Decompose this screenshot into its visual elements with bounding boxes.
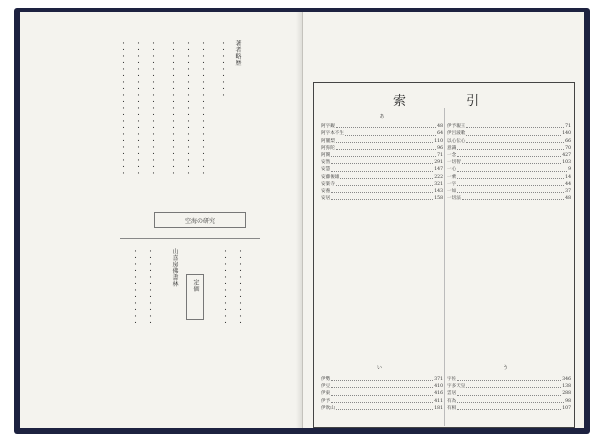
index-page-number: 181 <box>434 405 443 411</box>
leader-dots <box>466 383 561 388</box>
index-entry <box>321 123 443 130</box>
author-bio-text: ・・・・・・・・・・・・・・・・・・・・・ <box>184 40 191 177</box>
index-term: 以心伝心 <box>447 138 466 144</box>
index-term: 一心 <box>447 167 457 173</box>
index-entry <box>447 152 571 159</box>
index-entry <box>321 390 443 397</box>
leader-dots <box>345 130 436 135</box>
index-page-number: 48 <box>565 196 571 202</box>
leader-dots <box>466 130 561 135</box>
leader-dots <box>457 188 564 193</box>
index-page-number: 14 <box>565 174 571 180</box>
index-page-number: 346 <box>562 377 571 382</box>
index-term: 安楽寺 <box>321 181 335 187</box>
index-term: 伊勢 <box>321 377 331 382</box>
index-entry <box>321 174 443 181</box>
leader-dots <box>336 405 433 410</box>
index-term: 伊東 <box>321 391 331 397</box>
index-term: 宇多天皇 <box>447 384 466 390</box>
index-entry <box>321 376 443 383</box>
index-entry <box>321 159 443 166</box>
colophon-text: ・・・・・・・・・・・・ <box>146 248 153 326</box>
leader-dots <box>336 181 433 186</box>
index-entry <box>321 188 443 195</box>
index-term: 一如 <box>447 189 457 195</box>
index-term: 有為 <box>447 398 457 404</box>
leader-dots <box>336 138 433 143</box>
index-page-number: 321 <box>434 181 443 187</box>
index-term: 伊予親王 <box>447 124 466 130</box>
index-term: 伊豆 <box>321 384 331 390</box>
index-entry <box>321 166 443 173</box>
author-bio-text: ・・・・・・・・・・・・・・・・・・・・・ <box>199 40 206 177</box>
index-term: 阿閦 <box>321 153 331 159</box>
index-page-number: 371 <box>434 377 443 382</box>
leader-dots <box>331 188 433 193</box>
leader-dots <box>457 174 564 179</box>
index-term: 阿字観 <box>321 124 335 130</box>
right-page <box>303 12 584 428</box>
index-page-number: 70 <box>565 145 571 151</box>
author-bio-text: ・・・・・・・・・・・・・・・・・・・・・ <box>169 40 176 177</box>
index-page-number: 416 <box>434 391 443 397</box>
index-term: 阿闍梨 <box>321 138 335 144</box>
entries-col-2 <box>447 123 571 202</box>
leader-dots <box>336 145 436 150</box>
index-page-number: 140 <box>562 131 571 137</box>
frame-right <box>574 82 575 427</box>
index-page-number: 158 <box>434 196 443 202</box>
column-divider <box>444 108 445 426</box>
index-entry <box>447 390 571 397</box>
leader-dots <box>336 123 436 128</box>
section-heading-i: い <box>377 365 383 371</box>
leader-dots <box>457 152 561 157</box>
index-entry <box>447 138 571 145</box>
index-entry <box>447 195 571 202</box>
index-entry <box>447 181 571 188</box>
index-term: 安然 <box>321 160 331 166</box>
colophon-rule <box>120 238 260 239</box>
leader-dots <box>457 405 561 410</box>
index-page-number: 37 <box>565 189 571 195</box>
colophon-title-box: 空海の研究 <box>154 212 246 228</box>
index-page-number: 288 <box>562 391 571 397</box>
leader-dots <box>466 123 564 128</box>
index-page-number: 9 <box>568 167 571 173</box>
index-page-number: 143 <box>434 189 443 195</box>
author-bio-text: ・・・・・・・・・・・・・・・・・・・・・ <box>119 40 126 177</box>
index-entry <box>447 166 571 173</box>
leader-dots <box>331 383 433 388</box>
index-page-number: 44 <box>565 181 571 187</box>
index-entry <box>447 159 571 166</box>
index-page-number: 410 <box>434 384 443 390</box>
left-page <box>20 12 303 428</box>
index-page-number: 427 <box>562 153 571 159</box>
index-title: 索 引 <box>393 94 508 109</box>
author-heading: 著者略歴 <box>234 40 241 66</box>
index-page-number: 96 <box>437 145 443 151</box>
index-page-number: 71 <box>565 124 571 130</box>
leader-dots <box>457 166 567 171</box>
index-page-number: 64 <box>437 131 443 137</box>
leader-dots <box>457 376 561 381</box>
index-entry <box>447 376 571 383</box>
index-term: 雲居 <box>447 391 457 397</box>
index-term: 宇佐 <box>447 377 457 382</box>
author-bio-text: ・・・・・・・・・・・・・・・・・・・・・ <box>134 40 141 177</box>
price-stamp: 定価 <box>186 274 204 320</box>
leader-dots <box>457 145 564 150</box>
index-entry <box>447 130 571 137</box>
index-term: 一乗 <box>447 174 457 180</box>
index-term: 有相 <box>447 405 457 411</box>
index-term: 安慧 <box>321 167 331 173</box>
index-term: 伊予 <box>321 398 331 404</box>
index-term: 安養 <box>321 189 331 195</box>
leader-dots <box>340 174 433 179</box>
index-entry <box>321 152 443 159</box>
index-entry <box>447 174 571 181</box>
leader-dots <box>462 195 564 200</box>
index-page-number: 48 <box>437 124 443 130</box>
index-page-number: 222 <box>434 174 443 180</box>
leader-dots <box>331 398 433 403</box>
index-page-number: 66 <box>565 138 571 144</box>
index-column-3 <box>321 376 443 412</box>
frame-top <box>313 82 575 83</box>
colophon-publisher: 山喜房佛書林 <box>171 248 178 287</box>
index-entry <box>447 405 571 412</box>
colophon-text: ・・・・・・・・・・・・ <box>221 248 228 326</box>
index-term: 安居 <box>321 196 331 202</box>
leader-dots <box>331 152 436 157</box>
colophon-text: ・・・・・・・・・・・・ <box>131 248 138 326</box>
index-entry <box>321 130 443 137</box>
index-term: 一切智 <box>447 160 461 166</box>
leader-dots <box>457 398 564 403</box>
leader-dots <box>466 138 564 143</box>
index-entry <box>447 123 571 130</box>
index-term: 阿字本不生 <box>321 131 344 137</box>
index-entry <box>321 181 443 188</box>
index-page-number: 411 <box>434 398 443 404</box>
index-page-number: 110 <box>434 138 443 144</box>
index-entry <box>321 383 443 390</box>
leader-dots <box>331 159 433 164</box>
leader-dots <box>331 166 433 171</box>
author-bio-line: ・・・・・・・・・ <box>219 40 226 99</box>
index-page-number: 103 <box>562 160 571 166</box>
index-entry <box>447 145 571 152</box>
index-term: 伊吹山 <box>321 405 335 411</box>
index-entry <box>447 188 571 195</box>
index-term: 一念 <box>447 153 457 159</box>
section-separator <box>315 362 573 374</box>
frame-left <box>313 82 314 427</box>
index-term: 安藤俊雄 <box>321 174 340 180</box>
index-page-number: 138 <box>562 384 571 390</box>
index-term: 伊呂波歌 <box>447 131 466 137</box>
leader-dots <box>462 159 561 164</box>
index-column-2 <box>447 114 571 202</box>
index-entry <box>321 405 443 412</box>
index-entry <box>321 398 443 405</box>
entries-col-1 <box>321 123 443 202</box>
index-term: 一字 <box>447 181 457 187</box>
entries-col-4 <box>447 376 571 412</box>
index-entry <box>321 145 443 152</box>
author-bio-text: ・・・・・・・・・・・・・・・・・・・・・ <box>149 40 156 177</box>
section-heading-u: う <box>503 365 509 371</box>
index-page-number: 98 <box>565 398 571 404</box>
entries-col-3 <box>321 376 443 412</box>
index-page-number: 291 <box>434 160 443 166</box>
section-heading-a: あ <box>379 114 385 120</box>
index-column-1 <box>321 114 443 202</box>
leader-dots <box>457 390 561 395</box>
index-entry <box>447 383 571 390</box>
leader-dots <box>331 195 433 200</box>
leader-dots <box>331 390 433 395</box>
index-page-number: 71 <box>437 153 443 159</box>
index-term: 阿弥陀 <box>321 145 335 151</box>
frame-bottom <box>313 427 575 428</box>
leader-dots <box>457 181 564 186</box>
index-term: 意識 <box>447 145 457 151</box>
colophon-text: ・・・・・・・・・・・・ <box>236 248 243 326</box>
index-page-number: 107 <box>562 405 571 411</box>
index-page-number: 147 <box>434 167 443 173</box>
leader-dots <box>331 376 433 381</box>
index-column-4 <box>447 376 571 412</box>
index-entry <box>447 398 571 405</box>
index-entry <box>321 195 443 202</box>
index-entry <box>321 138 443 145</box>
index-term: 一切法 <box>447 196 461 202</box>
